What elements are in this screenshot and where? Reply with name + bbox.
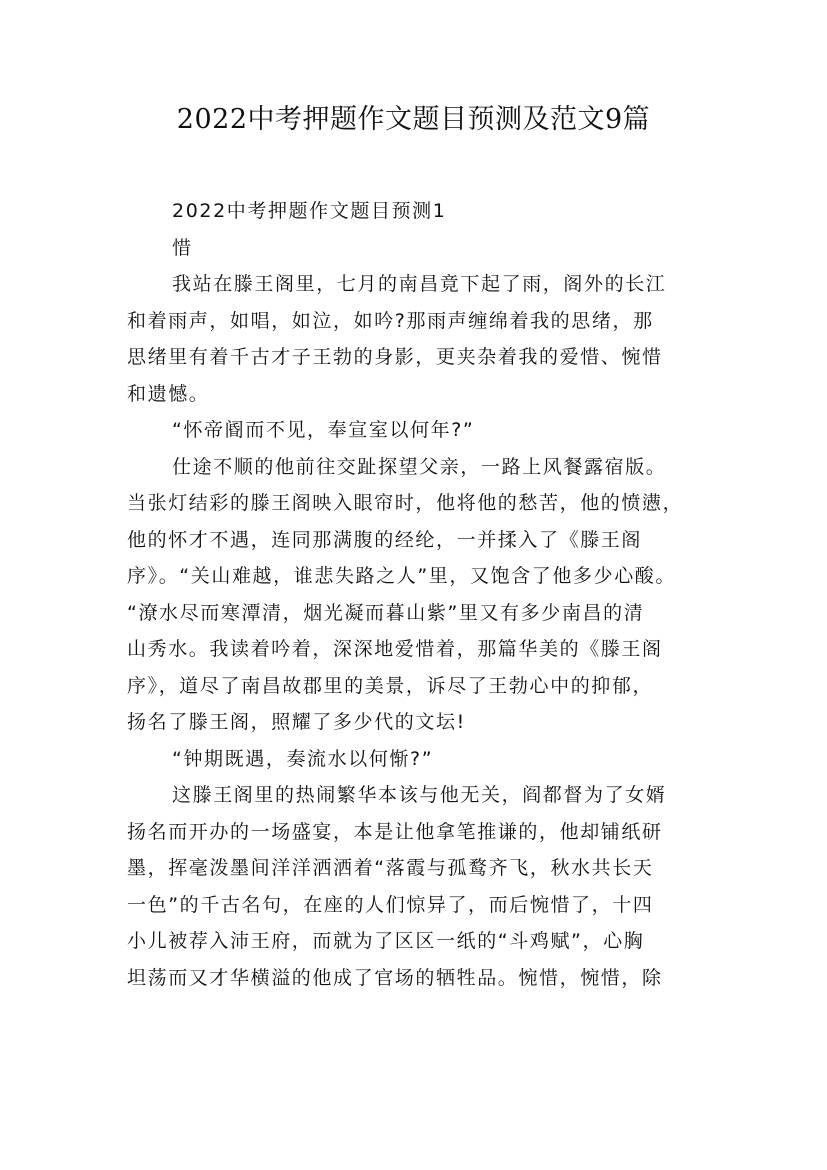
paragraph-line: 他的怀才不遇，连同那满腹的经纶，一并揉入了《滕王阁 bbox=[127, 528, 643, 551]
paragraph-line: 思绪里有着千古才子王勃的身影，更夹杂着我的爱惜、惋惜 bbox=[127, 346, 663, 368]
paragraph-line: 山秀水。我读着吟着，深深地爱惜着，那篇华美的《滕王阁 bbox=[127, 638, 663, 660]
paragraph-line: 一色”的千古名句，在座的人们惊异了，而后惋惜了，十四 bbox=[127, 893, 654, 916]
document-title: 2022中考押题作文题目预测及范文9篇 bbox=[176, 104, 651, 135]
paragraph-line: 这滕王阁里的热闹繁华本该与他无关，阎都督为了女婿 bbox=[172, 784, 667, 806]
paragraph-line: 仕途不顺的他前往交趾探望父亲，一路上风餐露宿版。 bbox=[172, 455, 667, 478]
paragraph-line: 扬名了滕王阁，照耀了多少代的文坛! bbox=[127, 711, 466, 733]
paragraph-line: 和着雨声，如唱，如泣，如吟?那雨声缠绵着我的思绪，那 bbox=[127, 309, 654, 332]
paragraph-line: 序》，道尽了南昌故郡里的美景，诉尽了王勃心中的抑郁， bbox=[127, 674, 654, 697]
paragraph-line: 序》。“关山难越，谁悲失路之人”里，又饱含了他多少心酸。 bbox=[127, 565, 676, 587]
paragraph-line: 当张灯结彩的滕王阁映入眼帘时，他将他的愁苦，他的愤懑， bbox=[127, 492, 684, 514]
essay-title: 惜 bbox=[172, 236, 193, 259]
quote-line: “怀帝阍而不见，奉宣室以何年?” bbox=[172, 419, 475, 441]
section-heading: 2022中考押题作文题目预测1 bbox=[172, 200, 447, 222]
document-body bbox=[127, 193, 717, 996]
paragraph-line: 小儿被荐入沛王府，而就为了区区一纸的“斗鸡赋”，心胸 bbox=[127, 930, 645, 952]
paragraph-line: 墨，挥毫泼墨间洋洋洒洒着“落霞与孤鹜齐飞，秋水共长天 bbox=[127, 857, 654, 879]
paragraph-line: “潦水尽而寒潭清，烟光凝而暮山紫”里又有多少南昌的清 bbox=[127, 601, 645, 624]
paragraph-line: 我站在滕王阁里，七月的南昌竟下起了雨，阁外的长江 bbox=[172, 273, 667, 295]
paragraph-line: 扬名而开办的一场盛宴，本是让他拿笔推谦的，他却铺纸研 bbox=[127, 820, 663, 843]
paragraph-line: 和遗憾。 bbox=[127, 382, 210, 405]
quote-line: “钟期既遇，奏流水以何惭?” bbox=[172, 747, 434, 770]
paragraph-line: 坦荡而又才华横溢的他成了官场的牺牲品。惋惜，惋惜，除 bbox=[127, 966, 663, 989]
